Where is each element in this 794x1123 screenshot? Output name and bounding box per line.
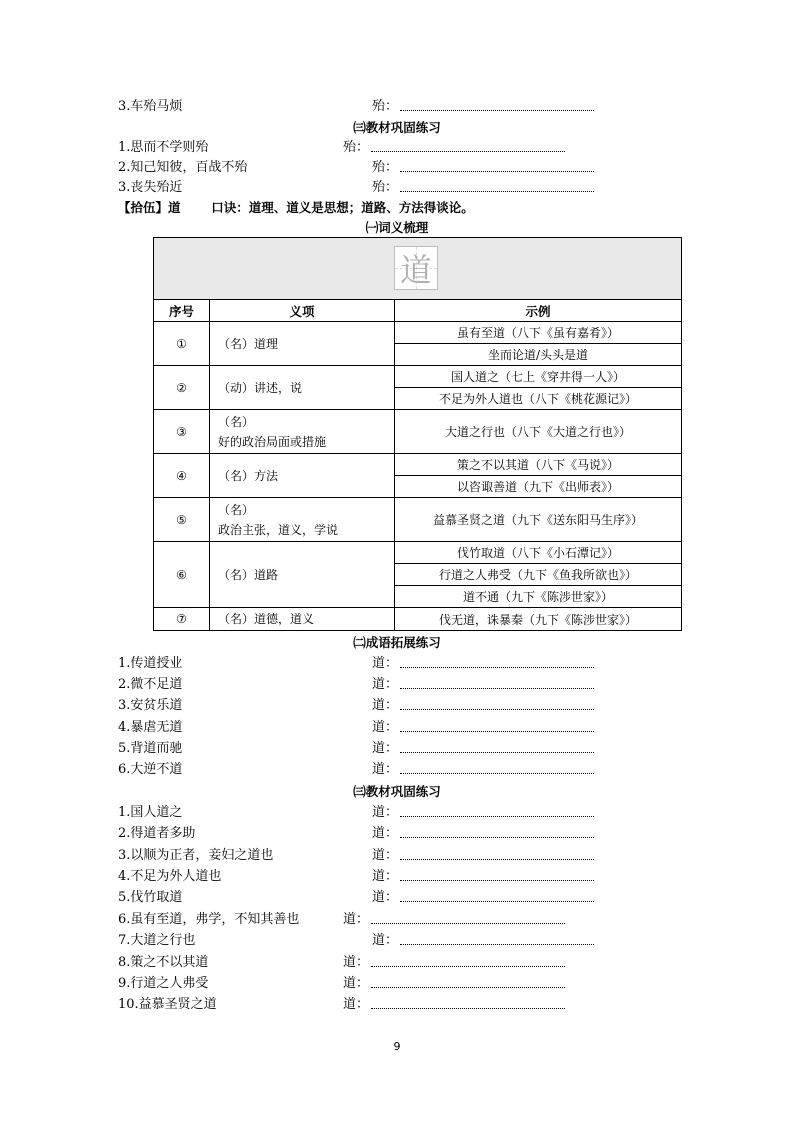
answer-line[interactable] xyxy=(372,696,594,716)
example-cell: 益慕圣贤之道（九下《送东阳马生序》） xyxy=(395,498,681,542)
meaning-pos: （名） xyxy=(218,502,255,517)
exercise-text: 2.知己知彼，百战不殆 xyxy=(118,160,248,175)
meaning-def: 政治主张，道义，学说 xyxy=(218,522,339,537)
answer-line[interactable] xyxy=(343,974,565,994)
idiom-text: 4.暴虐无道 xyxy=(118,720,183,735)
idiom-text: 1.传道授业 xyxy=(118,656,183,671)
idiom-text: 6.大逆不道 xyxy=(118,762,183,777)
exercise-text: 1.国人道之 xyxy=(118,805,183,820)
row-number: ⑦ xyxy=(154,608,210,630)
page-number: 9 xyxy=(393,1040,401,1053)
answer-label: 道： xyxy=(372,933,399,948)
answer-blank[interactable] xyxy=(371,974,565,988)
answer-line[interactable] xyxy=(343,953,565,973)
answer-label: 道： xyxy=(372,762,399,777)
answer-line[interactable] xyxy=(372,760,594,780)
meaning-table xyxy=(153,237,682,631)
answer-line[interactable] xyxy=(372,675,594,695)
answer-blank[interactable] xyxy=(371,953,565,967)
meaning-pos: （动）讲述，说 xyxy=(218,380,303,395)
meaning-cell xyxy=(210,542,395,608)
answer-blank[interactable] xyxy=(400,846,594,860)
answer-label: 道： xyxy=(372,826,399,841)
exercise-text: 7.大道之行也 xyxy=(118,933,196,948)
answer-label: 殆： xyxy=(372,99,399,114)
section-title: ㈠词义梳理 xyxy=(365,220,429,235)
answer-blank[interactable] xyxy=(400,675,594,689)
answer-blank[interactable] xyxy=(400,178,594,192)
answer-line[interactable] xyxy=(372,867,594,887)
answer-blank[interactable] xyxy=(400,803,594,817)
meaning-cell xyxy=(210,322,395,366)
answer-label: 道： xyxy=(372,656,399,671)
answer-blank[interactable] xyxy=(400,97,594,111)
answer-line[interactable] xyxy=(343,138,565,158)
answer-blank[interactable] xyxy=(400,654,594,668)
header-example: 示例 xyxy=(395,300,681,322)
answer-line[interactable] xyxy=(372,718,594,738)
exercise-text: 5.伐竹取道 xyxy=(118,890,183,905)
example-cell: 国人道之（七上《穿井得一人》） xyxy=(395,366,681,388)
row-number: ④ xyxy=(154,454,210,498)
answer-line[interactable] xyxy=(372,178,594,198)
answer-line[interactable] xyxy=(372,803,594,823)
meaning-cell xyxy=(210,608,395,630)
answer-label: 道： xyxy=(372,698,399,713)
answer-line[interactable] xyxy=(372,931,594,951)
answer-line[interactable] xyxy=(343,995,565,1015)
answer-label: 道： xyxy=(343,976,370,991)
meaning-pos: （名） xyxy=(218,414,255,429)
answer-line[interactable] xyxy=(372,846,594,866)
exercise-text: 9.行道之人弗受 xyxy=(118,976,209,991)
answer-blank[interactable] xyxy=(400,718,594,732)
example-cell: 以咨诹善道（九下《出师表》） xyxy=(395,476,681,498)
exercise-text: 4.不足为外人道也 xyxy=(118,869,222,884)
answer-label: 道： xyxy=(372,720,399,735)
answer-label: 殆： xyxy=(372,160,399,175)
answer-blank[interactable] xyxy=(371,995,565,1009)
answer-blank[interactable] xyxy=(400,931,594,945)
meaning-def: 好的政治局面或措施 xyxy=(218,434,327,449)
section-title: ㈡成语拓展练习 xyxy=(353,635,441,650)
header-meaning: 义项 xyxy=(210,300,395,322)
answer-line[interactable] xyxy=(372,888,594,908)
exercise-text: 1.思而不学则殆 xyxy=(118,140,209,155)
answer-blank[interactable] xyxy=(400,760,594,774)
answer-line[interactable] xyxy=(372,97,594,117)
meaning-cell xyxy=(210,410,395,454)
meaning-pos: （名）道路 xyxy=(218,567,279,582)
row-number: ① xyxy=(154,322,210,366)
answer-blank[interactable] xyxy=(371,910,565,924)
row-number: ⑤ xyxy=(154,498,210,542)
meaning-pos: （名）方法 xyxy=(218,468,279,483)
example-cell: 大道之行也（八下《大道之行也》） xyxy=(395,410,681,454)
example-cell: 策之不以其道（八下《马说》） xyxy=(395,454,681,476)
answer-line[interactable] xyxy=(372,824,594,844)
answer-line[interactable] xyxy=(372,158,594,178)
example-cell: 道不通（九下《陈涉世家》） xyxy=(395,586,681,608)
idiom-text: 2.微不足道 xyxy=(118,677,183,692)
row-number: ② xyxy=(154,366,210,410)
answer-blank[interactable] xyxy=(400,739,594,753)
answer-label: 道： xyxy=(372,741,399,756)
answer-label: 道： xyxy=(343,955,370,970)
section-title: ㈢教材巩固练习 xyxy=(353,120,441,135)
knowledge-point-heading xyxy=(118,198,474,218)
example-cell: 坐而论道/头头是道 xyxy=(395,344,681,366)
answer-line[interactable] xyxy=(343,910,565,930)
answer-label: 道： xyxy=(372,848,399,863)
answer-blank[interactable] xyxy=(400,158,594,172)
answer-line[interactable] xyxy=(372,654,594,674)
answer-blank[interactable] xyxy=(400,888,594,902)
answer-label: 道： xyxy=(372,890,399,905)
example-cell: 行道之人弗受（九下《鱼我所欲也》） xyxy=(395,564,681,586)
meaning-pos: （名）道理 xyxy=(218,336,279,351)
section-title: ㈢教材巩固练习 xyxy=(353,784,441,799)
answer-blank[interactable] xyxy=(371,138,565,152)
answer-blank[interactable] xyxy=(400,696,594,710)
answer-label: 道： xyxy=(372,677,399,692)
point-rhyme: 口诀：道理、道义是思想；道路、方法得谈论。 xyxy=(211,200,474,215)
exercise-text: 6.虽有至道，弗学，不知其善也 xyxy=(118,912,300,927)
example-cell: 伐无道，诛暴秦（九下《陈涉世家》） xyxy=(438,612,637,627)
meaning-cell xyxy=(210,454,395,498)
exercise-text: 3.以顺为正者，妾妇之道也 xyxy=(118,848,274,863)
character-glyph: 道 xyxy=(399,251,432,289)
exercise-text: 2.得道者多助 xyxy=(118,826,196,841)
answer-line[interactable] xyxy=(372,739,594,759)
point-head: 【拾伍】道 xyxy=(118,200,181,215)
character-grid-box xyxy=(394,246,438,290)
example-cell: 虽有至道（八下《虽有嘉肴》） xyxy=(395,322,681,344)
header-no: 序号 xyxy=(154,300,210,322)
meaning-pos: （名）道德，道义 xyxy=(218,612,315,626)
meaning-cell xyxy=(210,366,395,410)
answer-label: 道： xyxy=(343,912,370,927)
answer-label: 殆： xyxy=(372,180,399,195)
exercise-text: 8.策之不以其道 xyxy=(118,955,209,970)
answer-label: 殆： xyxy=(343,140,370,155)
row-number: ⑥ xyxy=(154,542,210,608)
idiom-text: 3.安贫乐道 xyxy=(118,698,183,713)
exercise-text: 3.车殆马烦 xyxy=(118,99,183,114)
answer-label: 道： xyxy=(372,869,399,884)
answer-blank[interactable] xyxy=(400,824,594,838)
answer-label: 道： xyxy=(372,805,399,820)
row-number: ③ xyxy=(154,410,210,454)
idiom-text: 5.背道而驰 xyxy=(118,741,183,756)
example-cell: 不足为外人道也（八下《桃花源记》） xyxy=(395,388,681,410)
exercise-text: 10.益慕圣贤之道 xyxy=(118,997,217,1012)
example-cell: 伐竹取道（八下《小石潭记》） xyxy=(395,542,681,564)
answer-label: 道： xyxy=(343,997,370,1012)
table-char-row xyxy=(154,238,681,300)
answer-blank[interactable] xyxy=(400,867,594,881)
meaning-cell xyxy=(210,498,395,542)
exercise-text: 3.丧失殆近 xyxy=(118,180,183,195)
